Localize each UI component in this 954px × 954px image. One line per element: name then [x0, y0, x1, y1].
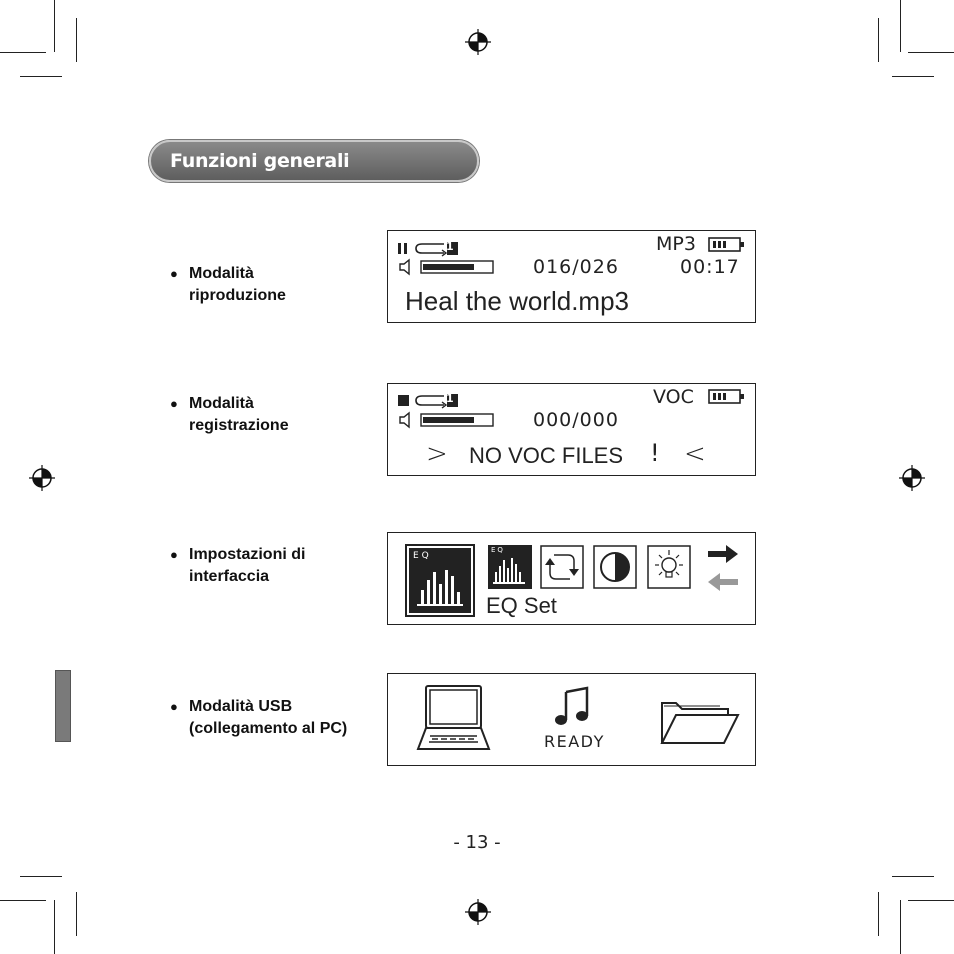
exclaim-mark: ! — [650, 439, 660, 467]
crop-mark — [908, 900, 954, 901]
crop-mark — [76, 892, 77, 936]
eq-selected-frame — [405, 544, 475, 617]
crop-mark — [878, 892, 879, 936]
bullet-label-line1: Modalità — [189, 265, 254, 282]
lcd-playback-screen — [387, 230, 756, 323]
arrow-left-icon[interactable] — [706, 571, 740, 593]
left-marker: > — [426, 439, 448, 469]
repeat-icon — [540, 545, 584, 589]
track-counter: 000/000 — [533, 409, 619, 431]
lcd-usb-screen — [387, 673, 756, 766]
bullet-label-line2: registrazione — [189, 417, 289, 434]
eq-icon — [488, 545, 532, 589]
repeat-badge: 1 — [446, 392, 454, 405]
contrast-icon — [593, 545, 637, 589]
crop-mark — [76, 18, 77, 62]
arrow-right-icon[interactable] — [706, 543, 740, 565]
crop-mark — [20, 76, 62, 77]
format-label: MP3 — [656, 233, 696, 255]
battery-icon — [708, 389, 746, 405]
play-time: 00:17 — [680, 256, 740, 278]
bullet-dot: ● — [170, 266, 178, 281]
computer-icon — [416, 685, 491, 751]
track-counter: 016/026 — [533, 256, 619, 278]
registration-mark-icon — [898, 464, 926, 492]
eq-large-label: EQ — [413, 551, 432, 561]
battery-icon — [708, 237, 746, 253]
crop-mark — [0, 900, 46, 901]
usb-status: READY — [544, 732, 605, 751]
eq-small-label: EQ — [491, 546, 505, 554]
music-note-icon — [554, 686, 594, 728]
right-marker: < — [684, 439, 706, 469]
registration-mark-icon — [28, 464, 56, 492]
bullet-label-line1: Impostazioni di — [189, 546, 306, 563]
volume-icon — [398, 411, 498, 429]
section-title: Funzioni generali — [170, 150, 350, 172]
crop-mark — [54, 900, 55, 954]
crop-mark — [54, 0, 55, 52]
crop-mark — [908, 52, 954, 53]
bullet-label-line1: Modalità USB — [189, 698, 293, 715]
volume-icon — [398, 258, 498, 276]
bullet-label-line2: interfaccia — [189, 568, 270, 585]
crop-mark — [900, 900, 901, 954]
lcd-settings-screen — [387, 532, 756, 625]
format-label: VOC — [653, 386, 694, 408]
bullet-label-line2: (collegamento al PC) — [189, 720, 348, 737]
lcd-record-screen — [387, 383, 756, 476]
crop-mark — [892, 76, 934, 77]
side-tab-marker — [55, 670, 71, 742]
repeat-badge: 1 — [446, 240, 454, 253]
crop-mark — [0, 52, 46, 53]
track-filename: Heal the world.mp3 — [405, 286, 629, 316]
no-files-message: NO VOC FILES — [469, 443, 624, 468]
crop-mark — [878, 18, 879, 62]
crop-mark — [900, 0, 901, 52]
selected-setting-label: EQ Set — [486, 593, 557, 618]
backlight-icon — [647, 545, 691, 589]
bullet-dot: ● — [170, 396, 178, 411]
folder-icon — [660, 695, 740, 745]
registration-mark-icon — [464, 898, 492, 926]
bullet-label-line1: Modalità — [189, 395, 254, 412]
bullet-label-line2: riproduzione — [189, 287, 286, 304]
page-number: - 13 - — [453, 832, 501, 853]
eq-bars — [491, 556, 529, 586]
crop-mark — [892, 876, 934, 877]
eq-large-icon — [415, 564, 467, 610]
section-header — [149, 140, 479, 182]
bullet-dot: ● — [170, 699, 178, 714]
registration-mark-icon — [464, 28, 492, 56]
bullet-dot: ● — [170, 547, 178, 562]
crop-mark — [20, 876, 62, 877]
